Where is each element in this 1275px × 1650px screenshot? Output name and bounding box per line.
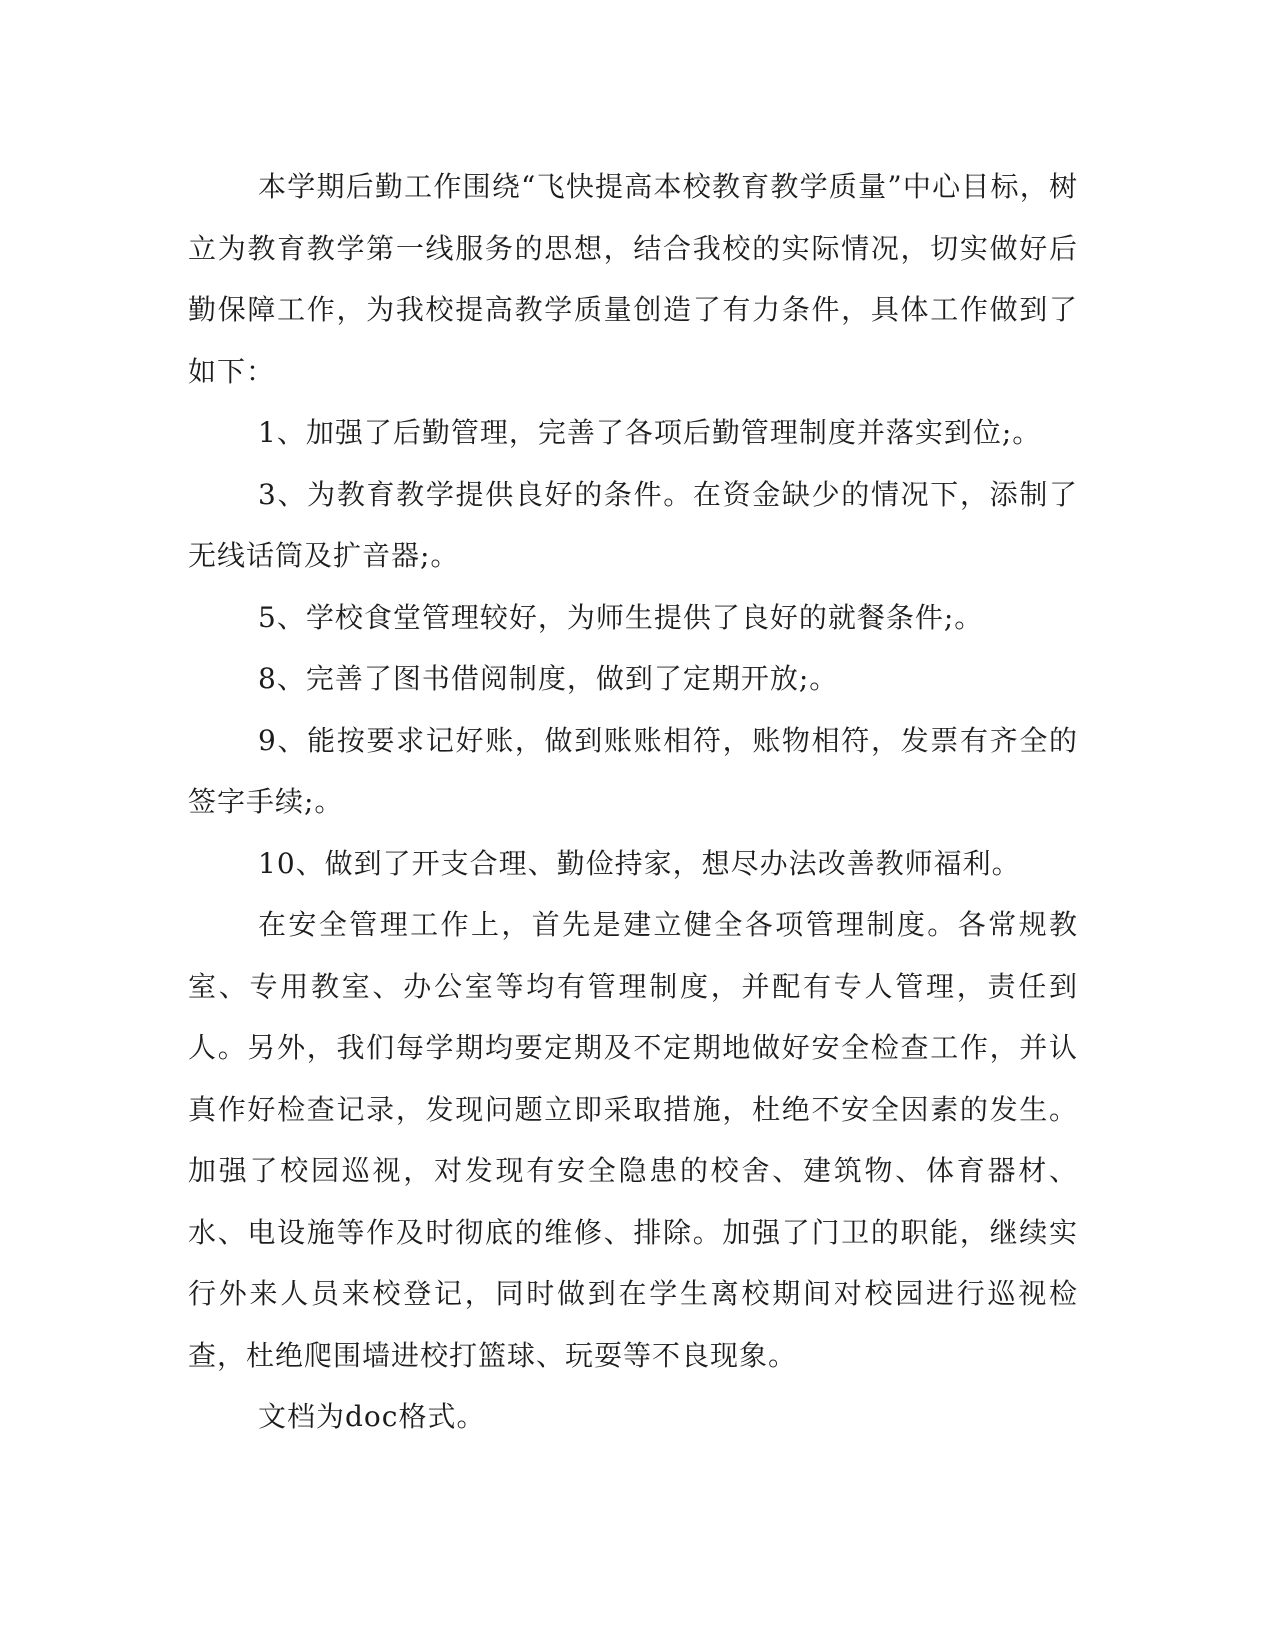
list-item-10: 10、做到了开支合理、勤俭持家，想尽办法改善教师福利。 (258, 846, 1021, 880)
safety-paragraph: 在安全管理工作上，首先是建立健全各项管理制度。各常规教室、专用教室、办公室等均有管理制度，并配有专人管理，责任到人。另外，我们每学期均要定期及不定期地做好安全检查工作，并认真作好检查记录，发现问题立即采取措施，杜绝不安全因素的发生。加强了校园巡视，对发现有安全隐患的校舍、建筑物、体育器材、水、电设施等作及时彻底的维修、排除。加强了门卫的职能，继续实行外来人员来校登记，同时做到在学生离校期间对校园进行巡视检查，杜绝爬围墙进校打篮球、玩耍等不良现象。 (188, 908, 1078, 1372)
list-item-3: 3、为教育教学提供良好的条件。在资金缺少的情况下，添制了无线话筒及扩音器;。 (188, 477, 1078, 572)
format-note: 文档为doc格式。 (258, 1400, 486, 1433)
intro-paragraph: 本学期后勤工作围绕“飞快提高本校教育教学质量”中心目标，树立为教育教学第一线服务的思想，结合我校的实际情况，切实做好后勤保障工作，为我校提高教学质量创造了有力条件，具体工作做到了如下： (188, 170, 1078, 388)
list-item-8: 8、完善了图书借阅制度，做到了定期开放;。 (258, 662, 839, 695)
list-item-9: 9、能按要求记好账，做到账账相符，账物相符，发票有齐全的签字手续;。 (188, 723, 1078, 818)
list-item-1: 1、加强了后勤管理，完善了各项后勤管理制度并落实到位;。 (258, 416, 1042, 449)
list-item-5: 5、学校食堂管理较好，为师生提供了良好的就餐条件;。 (258, 600, 984, 634)
document-body (188, 156, 1078, 1448)
